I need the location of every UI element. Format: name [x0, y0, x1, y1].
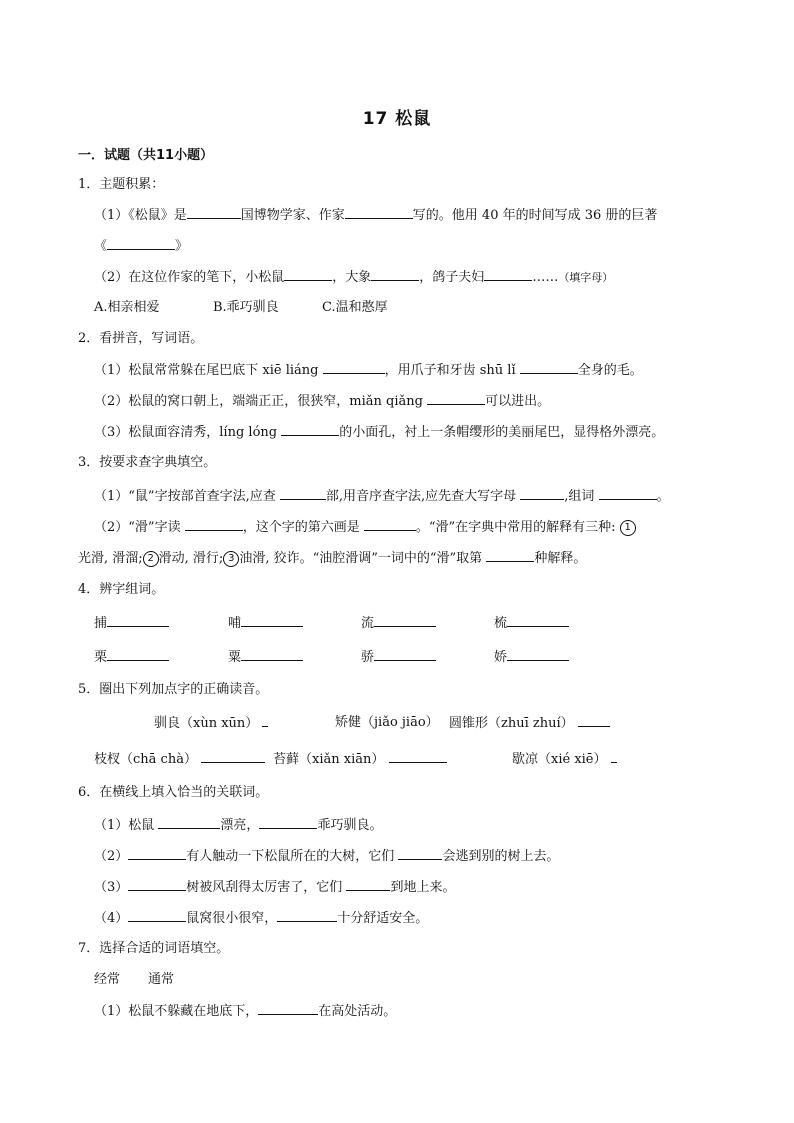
question-3-heading: 3．按要求查字典填空。	[78, 455, 217, 470]
answer-blank[interactable]	[128, 878, 186, 891]
answer-blank[interactable]	[346, 878, 390, 891]
answer-blank[interactable]	[280, 487, 326, 500]
circled-number-2: 2	[143, 551, 159, 567]
pinyin-item: 驯良（xùn xūn）	[154, 714, 268, 733]
word-cell: 梳	[494, 614, 569, 633]
answer-blank[interactable]	[187, 206, 241, 219]
answer-blank[interactable]	[389, 750, 447, 763]
word-cell: 栗	[94, 648, 169, 667]
answer-blank[interactable]	[507, 648, 569, 661]
pinyin-item: 圆锥形（zhuī zhuí）	[449, 714, 610, 733]
question-6-line-3: （3） 树被风刮得太厉害了，它们 到地上来。	[94, 880, 456, 895]
answer-blank[interactable]	[107, 648, 169, 661]
answer-blank[interactable]	[427, 392, 485, 405]
question-3-line-2: （2）“滑”字读 ，这个字的第六画是 。“滑”在字典中常用的解释有三种: 1	[94, 518, 636, 537]
question-4-heading: 4．辨字组词。	[78, 582, 165, 597]
question-3-line-1: （1）“鼠”字按部首查字法,应查 部,用音序查字法,应先查大写字母 ,组词 。	[94, 489, 670, 504]
question-6-line-4: （4） 鼠窝很小很窄， 十分舒适安全。	[94, 911, 429, 926]
question-1-line-3: （2）在这位作家的笔下，小松鼠 ，大象 ，鸽子夫妇 ……（填字母）	[94, 270, 614, 285]
answer-blank[interactable]	[128, 909, 186, 922]
word-cell: 粟	[228, 648, 303, 667]
answer-blank[interactable]	[484, 268, 532, 281]
question-6-line-1: （1）松鼠 漂亮， 乖巧驯良。	[94, 818, 383, 833]
answer-blank[interactable]	[201, 750, 265, 763]
answer-blank[interactable]	[259, 816, 317, 829]
pinyin-item: 枝杈（chā chà）	[94, 750, 265, 769]
question-3-line-3: 光滑, 滑溜; 2 滑动, 滑行; 3 油滑, 狡诈。“油腔滑调”一词中的“滑”取第 种解释。	[78, 551, 587, 566]
question-2-line-2: （2）松鼠的窝口朝上，端端正正，很狭窄，miǎn qiǎng 可以进出。	[94, 394, 551, 409]
word-cell: 哺	[228, 614, 303, 633]
question-6-line-2: （2） 有人触动一下松鼠所在的大树，它们 会逃到别的树上去。	[94, 849, 560, 864]
answer-blank[interactable]	[507, 614, 569, 627]
option-b: B.乖巧驯良	[213, 300, 279, 315]
answer-blank[interactable]	[281, 423, 339, 436]
answer-blank[interactable]	[323, 361, 385, 374]
pinyin-item: 歇凉（xié xiē）	[512, 750, 617, 769]
question-2-line-3: （3）松鼠面容清秀，líng lóng 的小面孔，衬上一条帽缨形的美丽尾巴，显得格外漂亮。	[94, 425, 665, 440]
question-7-heading: 7．选择合适的词语填空。	[78, 941, 230, 956]
answer-blank[interactable]	[241, 648, 303, 661]
section-heading: 一．试题（共11小题）	[78, 148, 214, 163]
word-option: 通常	[148, 972, 175, 987]
answer-blank[interactable]	[284, 268, 332, 281]
question-1-line-2: 《 》	[94, 239, 189, 254]
word-cell: 娇	[494, 648, 569, 667]
option-a: A.相亲相爱	[94, 300, 160, 315]
answer-blank[interactable]	[398, 847, 442, 860]
word-cell: 骄	[361, 648, 436, 667]
answer-blank[interactable]	[277, 909, 337, 922]
answer-blank[interactable]	[486, 549, 534, 562]
question-2-heading: 2．看拼音，写词语。	[78, 331, 204, 346]
answer-blank[interactable]	[185, 518, 243, 531]
word-cell: 流	[361, 614, 436, 633]
question-2-line-1: （1）松鼠常常躲在尾巴底下 xiē liáng ，用爪子和牙齿 shū lǐ 全身的毛。	[94, 363, 643, 378]
answer-blank[interactable]	[599, 487, 657, 500]
word-option: 经常	[94, 972, 121, 987]
answer-blank[interactable]	[107, 237, 175, 250]
circled-number-3: 3	[223, 551, 239, 567]
answer-blank[interactable]	[128, 847, 186, 860]
page-title: 17 松鼠	[362, 109, 432, 129]
question-1-line-1: （1）《松鼠》是 国博物学家、作家 写的。他用 40 年的时间写成 36 册的巨著	[94, 208, 658, 223]
pinyin-item: 苔藓（xiǎn xiān）	[273, 750, 447, 769]
answer-blank[interactable]	[520, 487, 564, 500]
answer-blank[interactable]	[345, 206, 413, 219]
question-7-line-1: （1）松鼠不躲藏在地底下， 在高处活动。	[94, 1004, 397, 1019]
answer-blank[interactable]	[374, 648, 436, 661]
answer-blank[interactable]	[262, 714, 268, 727]
answer-blank[interactable]	[520, 361, 578, 374]
answer-blank[interactable]	[371, 268, 419, 281]
pinyin-item: 矫健（jiǎo jiāo）	[335, 715, 439, 730]
question-5-heading: 5．圈出下列加点字的正确读音。	[78, 682, 269, 697]
answer-blank[interactable]	[158, 816, 220, 829]
answer-blank[interactable]	[611, 750, 617, 763]
circled-number-1: 1	[620, 520, 636, 536]
answer-blank[interactable]	[364, 518, 416, 531]
answer-blank[interactable]	[374, 614, 436, 627]
option-c: C.温和憨厚	[322, 300, 388, 315]
answer-blank[interactable]	[258, 1002, 318, 1015]
answer-blank[interactable]	[107, 614, 169, 627]
answer-blank[interactable]	[241, 614, 303, 627]
question-1-heading: 1．主题积累：	[78, 177, 165, 192]
question-6-heading: 6．在横线上填入恰当的关联词。	[78, 785, 269, 800]
word-cell: 捕	[94, 614, 169, 633]
answer-blank[interactable]	[578, 714, 610, 727]
